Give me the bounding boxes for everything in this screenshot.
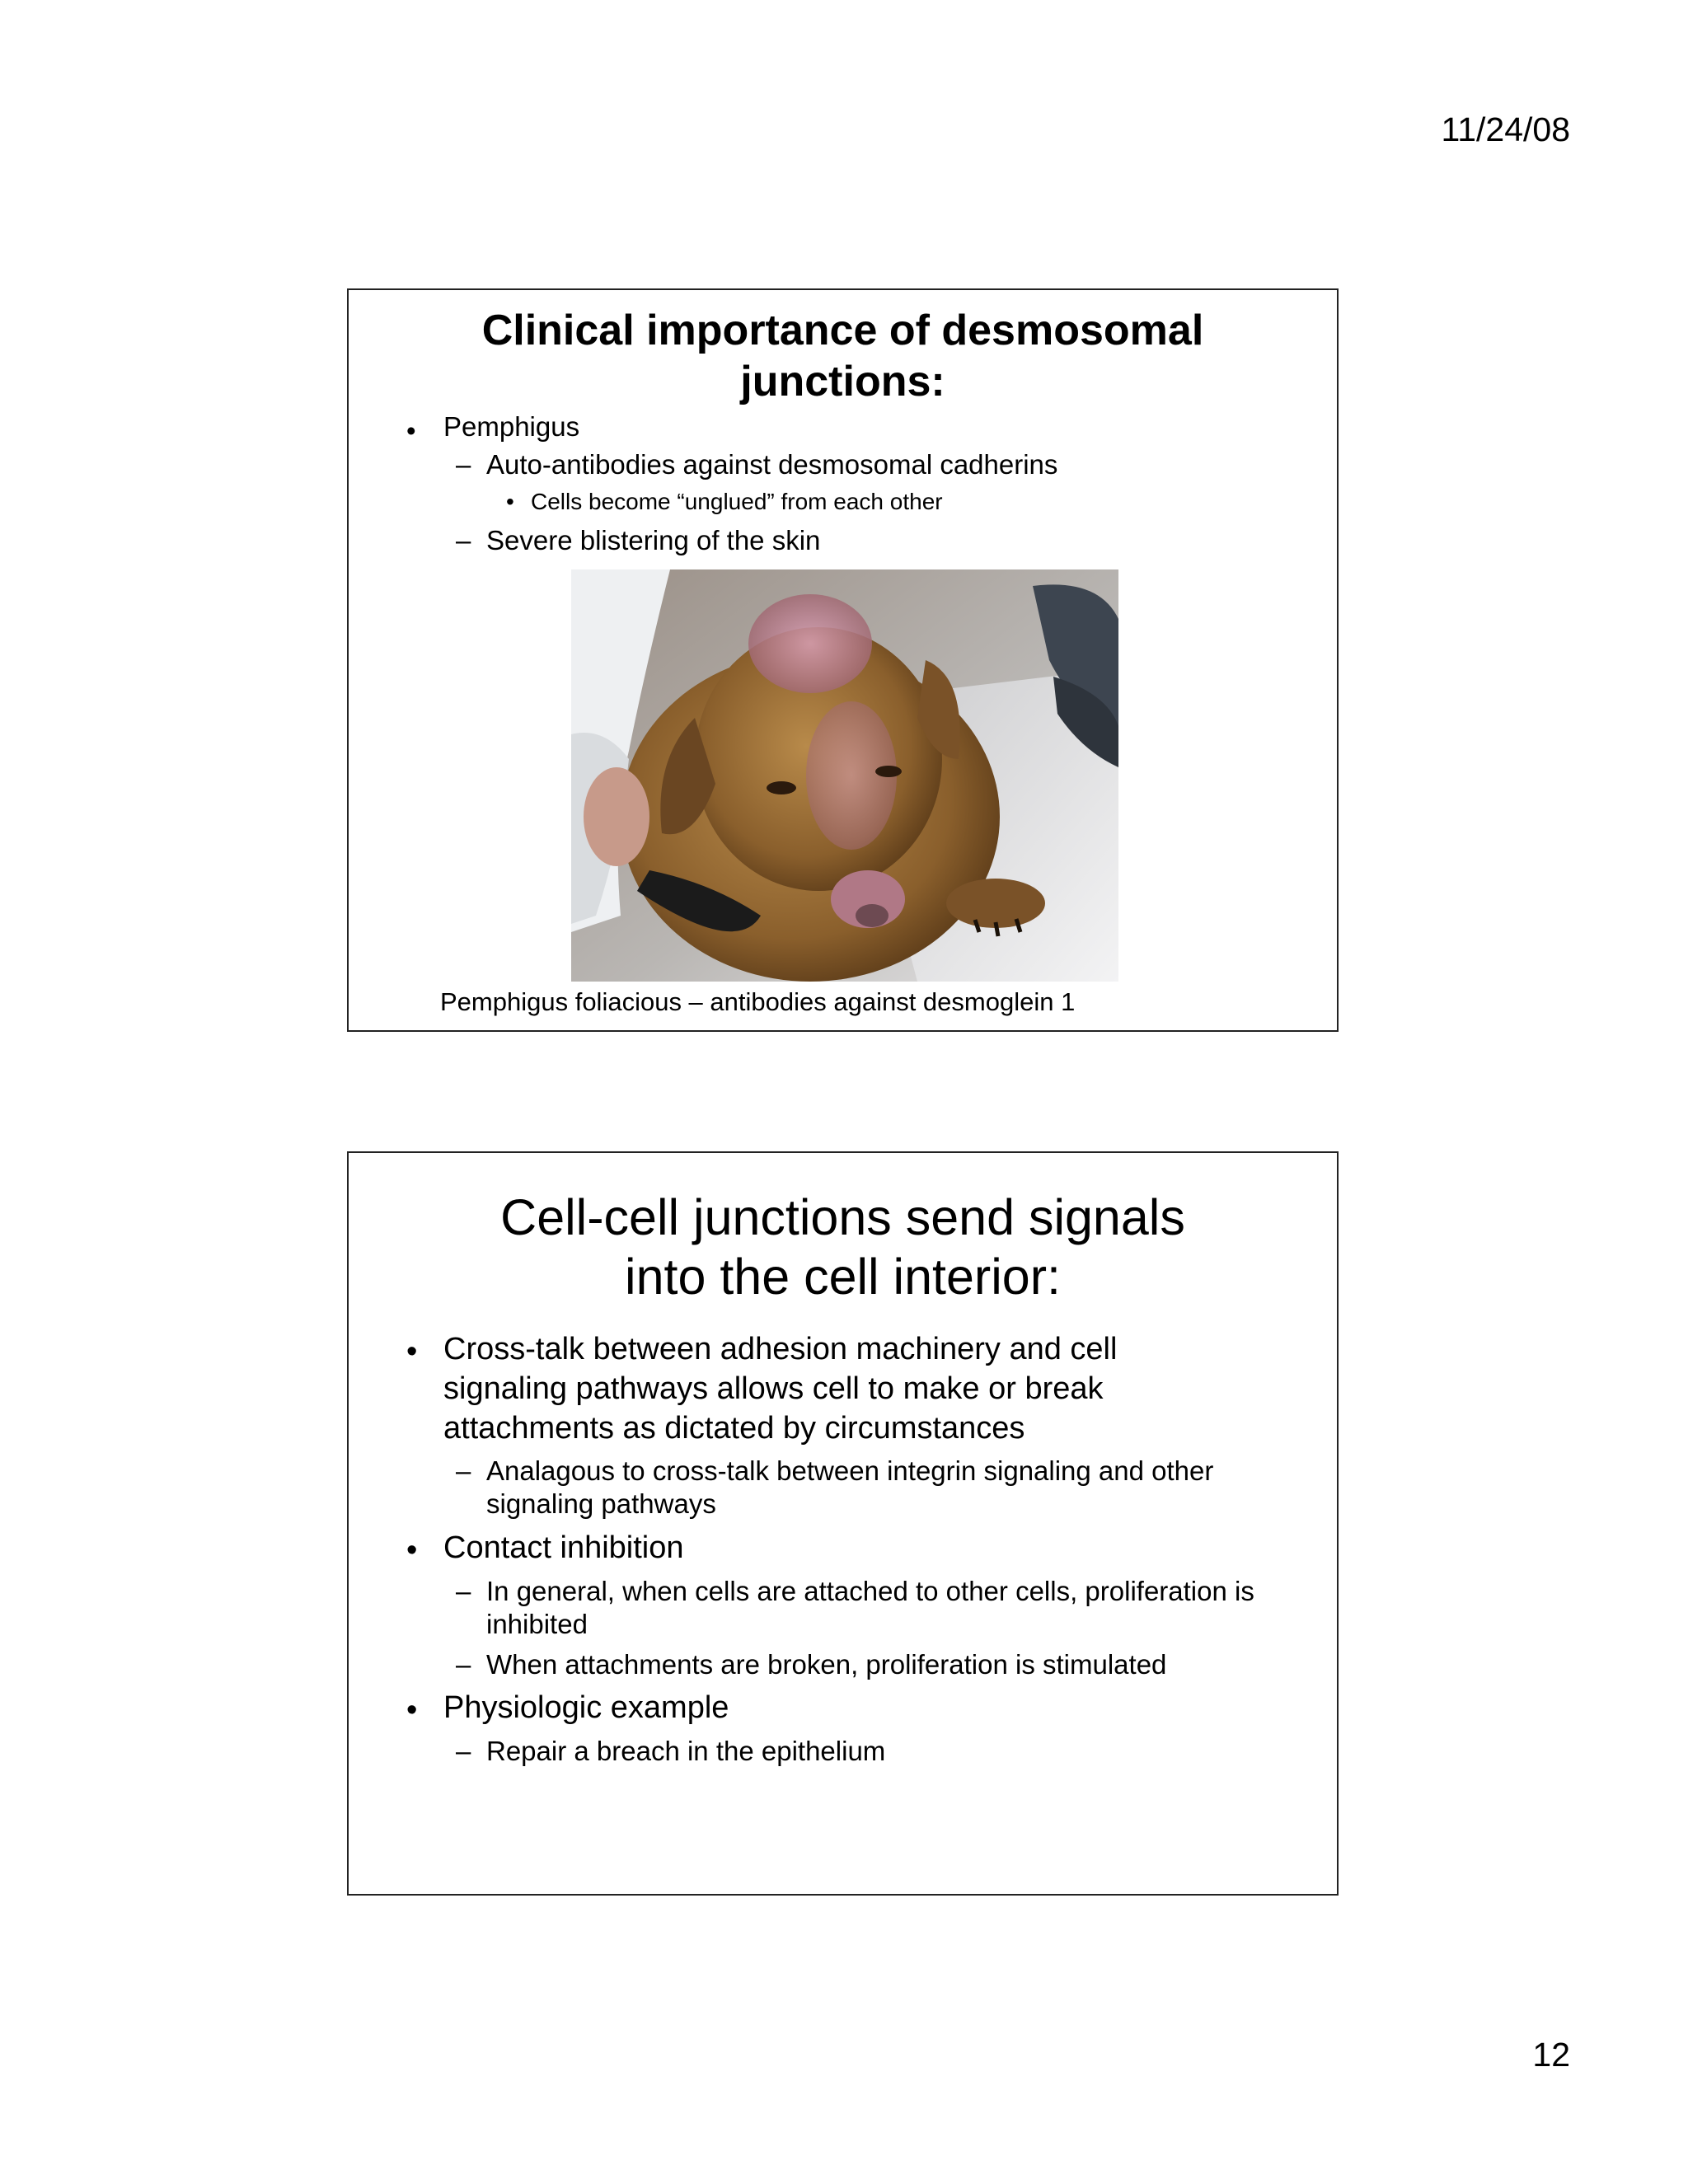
sub-bullet-analagous-line2: signaling pathways — [486, 1488, 716, 1519]
photo-caption: Pemphigus foliacious – antibodies against desmoglein 1 — [440, 987, 1076, 1016]
dash-marker: – — [456, 525, 471, 555]
subsub-bullet-unglued: Cells become “unglued” from each other — [531, 489, 943, 514]
bullet-marker: • — [406, 1334, 418, 1369]
dash-marker: – — [456, 1576, 471, 1606]
sub-bullet-attached-line1: In general, when cells are attached to other cells, proliferation is — [486, 1576, 1254, 1606]
slide-clinical-importance — [347, 288, 1339, 1032]
sub-bullet-repair: Repair a breach in the epithelium — [486, 1736, 886, 1766]
sub-bullet-analagous-line1: Analagous to cross-talk between integrin signaling and other — [486, 1455, 1214, 1486]
dash-marker: – — [456, 449, 471, 480]
slide-title — [349, 1188, 1337, 1306]
sub-bullet-autoantibodies: Auto-antibodies against desmosomal cadherins — [486, 449, 1058, 480]
slide-title-line2: junctions: — [740, 358, 945, 405]
bullet-pemphigus: Pemphigus — [443, 411, 580, 442]
bullet-crosstalk-line1: Cross-talk between adhesion machinery and cell — [443, 1332, 1118, 1366]
bullet-marker: • — [406, 1693, 418, 1727]
dash-marker: – — [456, 1649, 471, 1680]
bullet-contact-inhibition: Contact inhibition — [443, 1530, 684, 1565]
bullet-crosstalk-line3: attachments as dictated by circumstances — [443, 1411, 1025, 1446]
bullet-marker: • — [406, 1533, 418, 1568]
sub-bullet-broken: When attachments are broken, proliferation is stimulated — [486, 1649, 1167, 1680]
slide-cell-signals — [347, 1151, 1339, 1896]
dash-marker: – — [456, 1455, 471, 1486]
slide-title-line1: Clinical importance of desmosomal — [481, 307, 1204, 354]
slide-title-line1: Cell-cell junctions send signals — [500, 1189, 1185, 1245]
pemphigus-dog-photo — [571, 569, 1118, 982]
bullet-marker: • — [406, 415, 416, 446]
bullet-marker: • — [506, 489, 514, 514]
sub-bullet-attached-line2: inhibited — [486, 1609, 588, 1639]
page-date: 11/24/08 — [1441, 110, 1570, 148]
slide-title-line2: into the cell interior: — [625, 1249, 1061, 1305]
bullet-crosstalk-line2: signaling pathways allows cell to make or break — [443, 1371, 1104, 1406]
bullet-physiologic: Physiologic example — [443, 1690, 729, 1725]
page-number: 12 — [1532, 2036, 1570, 2074]
slide-title — [349, 305, 1337, 407]
sub-bullet-blistering: Severe blistering of the skin — [486, 525, 821, 555]
dash-marker: – — [456, 1736, 471, 1766]
